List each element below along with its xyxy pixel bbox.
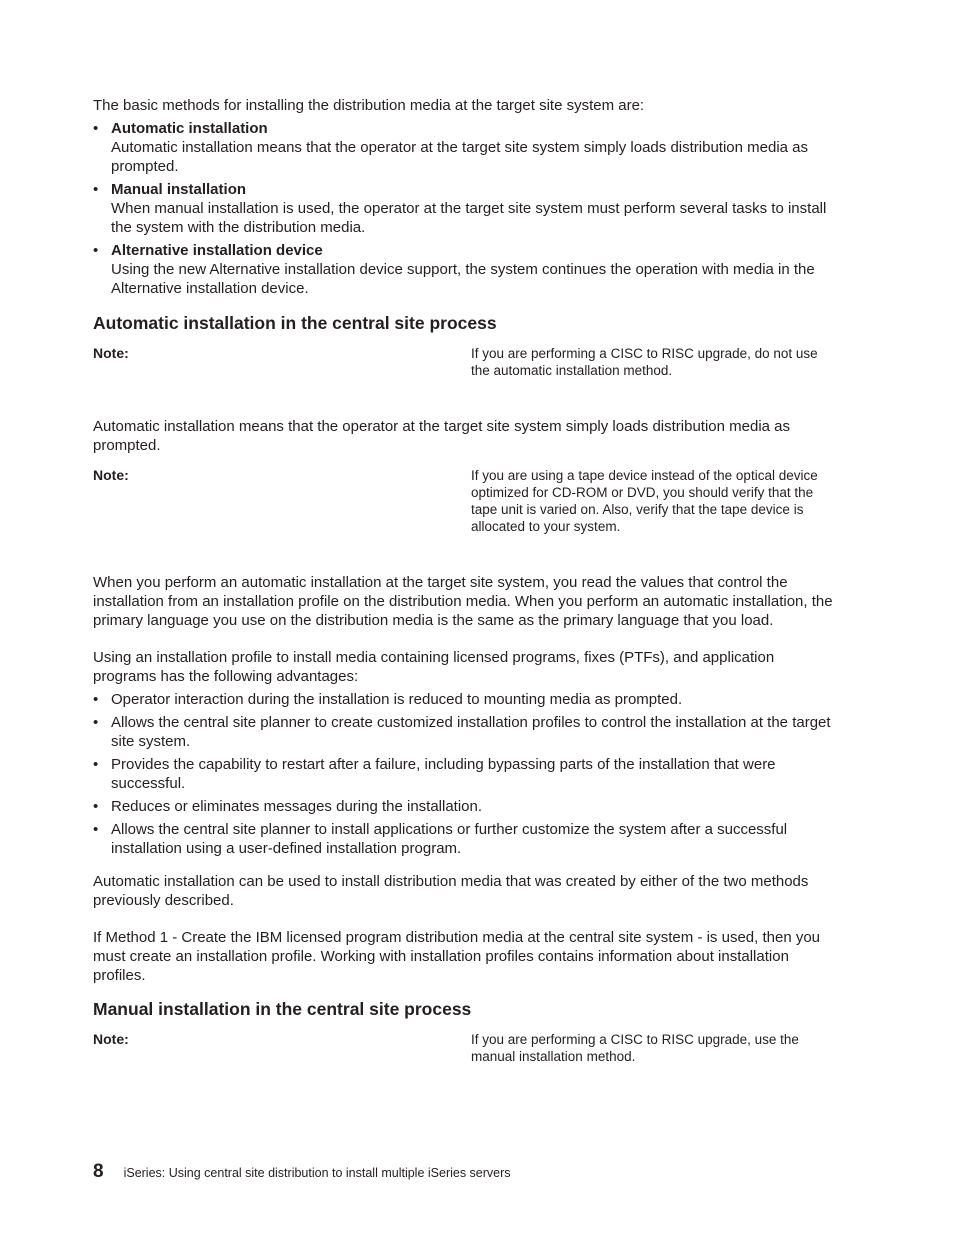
paragraph: Automatic installation can be used to install distribution media that was created by either of the two methods previously described. bbox=[93, 872, 809, 909]
paragraph: Automatic installation means that the operator at the target site system simply loads distribution media as prompted. bbox=[93, 417, 791, 454]
note-text: If you are using a tape device instead of the optical device optimized for CD-ROM or DVD, you should verify that the tape unit is varied on. Also, verify that the tape device is allocated to your system. bbox=[471, 467, 818, 535]
paragraph: When you perform an automatic installation at the target site system, you read the values that control the installation from an installation profile on the distribution media. When you perform an automatic installation, the primary language you use on the distribution media is the same as the primary language that you load. bbox=[93, 573, 833, 629]
note-label: Note: bbox=[93, 466, 129, 483]
method-term: • Alternative installation device bbox=[111, 242, 323, 259]
list-item bbox=[93, 180, 839, 237]
paragraph: If Method 1 - Create the IBM licensed program distribution media at the central site system - is used, then you must create an installation profile. Working with installation profiles contains information about installation profiles. bbox=[93, 928, 821, 984]
note-block bbox=[93, 345, 839, 380]
list-item: • Allows the central site planner to create customized installation profiles to control the installation at the target site system. bbox=[93, 713, 839, 751]
method-term: • Automatic installation bbox=[111, 120, 268, 137]
list-item bbox=[93, 119, 839, 176]
list-item: • Provides the capability to restart after a failure, including bypassing parts of the installation that were successful. bbox=[93, 755, 839, 793]
note-text: If you are performing a CISC to RISC upgrade, use the manual installation method. bbox=[471, 1031, 799, 1065]
page-number: 8 bbox=[93, 1161, 104, 1182]
list-item: • Reduces or eliminates messages during the installation. bbox=[93, 797, 839, 816]
note-block bbox=[93, 467, 839, 536]
list-item bbox=[93, 241, 839, 298]
section-heading-automatic: Automatic installation in the central site process bbox=[93, 313, 497, 333]
list-item: • Allows the central site planner to install applications or further customize the system after a successful installation using a user-defined installation program. bbox=[93, 820, 839, 858]
document-body bbox=[93, 96, 839, 1065]
method-description: When manual installation is used, the operator at the target site system must perform several tasks to install the system with the distribution media. bbox=[111, 200, 827, 236]
note-text: If you are performing a CISC to RISC upgrade, do not use the automatic installation method. bbox=[471, 346, 818, 379]
note-block bbox=[93, 1031, 839, 1066]
note-label: Note: bbox=[93, 345, 129, 361]
advantages-list bbox=[93, 690, 839, 858]
list-item: • Operator interaction during the installation is reduced to mounting media as prompted. bbox=[93, 690, 839, 709]
note-label: Note: bbox=[93, 1030, 129, 1047]
section-heading-manual: Manual installation in the central site process bbox=[93, 998, 472, 1019]
intro-paragraph: The basic methods for installing the distribution media at the target site system are: bbox=[93, 97, 645, 114]
methods-list bbox=[93, 119, 839, 298]
method-description: Automatic installation means that the operator at the target site system simply loads distribution media as prompted. bbox=[111, 139, 809, 175]
paragraph: Using an installation profile to install media containing licensed programs, fixes (PTFs), and application programs has the following advantages: bbox=[93, 648, 775, 685]
method-description: Using the new Alternative installation device support, the system continues the operation with media in the Alternative installation device. bbox=[111, 261, 815, 297]
book-title: iSeries: Using central site distribution to install multiple iSeries servers bbox=[123, 1166, 511, 1180]
page-footer bbox=[93, 1161, 511, 1183]
method-term: • Manual installation bbox=[111, 181, 247, 198]
